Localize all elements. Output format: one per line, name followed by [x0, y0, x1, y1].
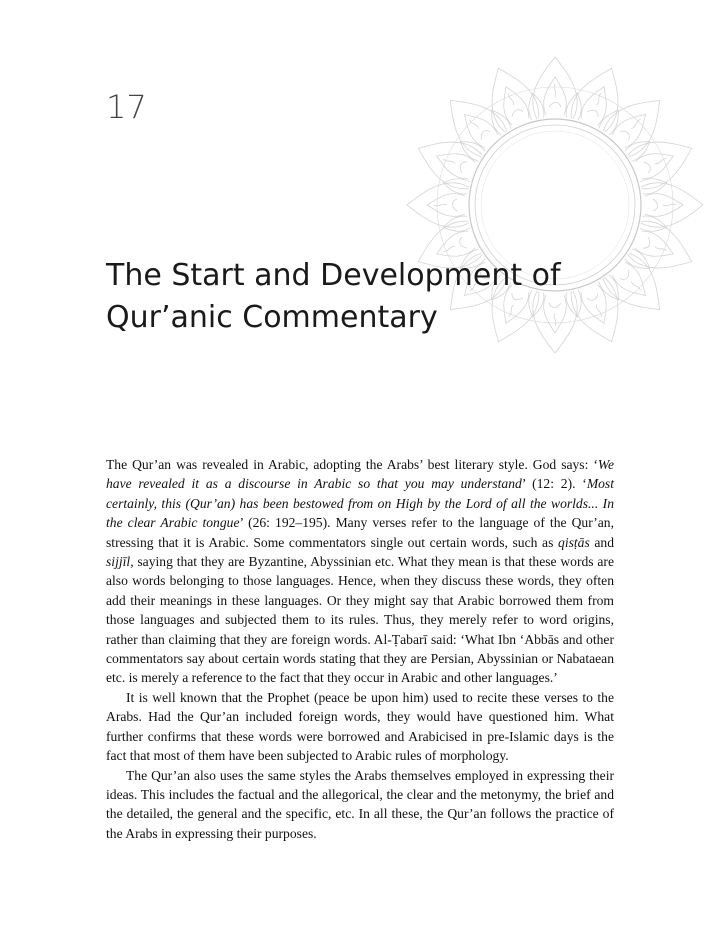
italic-quote-segment: qisṭās [558, 534, 590, 550]
text-segment: ’ (12: 2). ‘ [521, 476, 587, 492]
text-segment: , saying that they are Byzantine, Abyssinian etc. What they mean is that these words are also words belonging to those languages. Hence, when they discuss these words, they often add their meanings in these languages. Or they might say that Arabic borrowed them from those languages and subjected them to its rules. Thus, they merely refer to word origins, rather than claiming that they are foreign words. Al-Ṭabarī said: ‘What Ibn ‘Abbās and other commentators say about certain words stating that they are Persian, Abyssinian or Nabataean etc. is merely a reference to the fact that they occur in Arabic and other languages.’ [106, 554, 614, 686]
italic-quote-segment: sijjīl [106, 554, 131, 570]
italic-quote-segment: We have revealed it as a discourse in Arabic so that you may understand [106, 457, 614, 492]
chapter-title-line-2: Qur’anic Commentary [106, 300, 438, 335]
chapter-title [106, 255, 626, 339]
text-segment: The Qur’an also uses the same styles the Arabs themselves employed in expressing their ideas. This includes the factual and the allegorical, the clear and the metonymy, the brief and the detailed, the general and the specific, etc. In all these, the Qur’an follows the practice of the Arabs in expressing their purposes. [106, 767, 614, 841]
chapter-number: 17 [106, 88, 147, 126]
text-segment: and [589, 534, 615, 550]
italic-quote-segment: Most certainly, this (Qur’an) has been bestowed from on High by the Lord of all the worlds... In the clear Arabic tongue [106, 476, 614, 531]
paragraph-1 [106, 455, 614, 688]
paragraph-3 [106, 766, 614, 844]
text-segment: ’ (26: 192–195). Many verses refer to the language of the Qur’an, stressing that it is Arabic. Some commentators single out certain words, such as [106, 515, 615, 550]
text-segment: It is well known that the Prophet (peace be upon him) used to recite these verses to the Arabs. Had the Qur’an included foreign words, they would have questioned him. What further confirms that these words were borrowed and Arabicised in pre-Islamic days is the fact that most of them have been subjected to Arabic rules of morphology. [106, 689, 614, 764]
chapter-title-line-1: The Start and Development of [106, 258, 561, 293]
body-text [106, 455, 614, 843]
text-segment: The Qur’an was revealed in Arabic, adopting the Arabs’ best literary style. God says: ‘ [106, 457, 598, 472]
paragraph-2 [106, 688, 614, 766]
